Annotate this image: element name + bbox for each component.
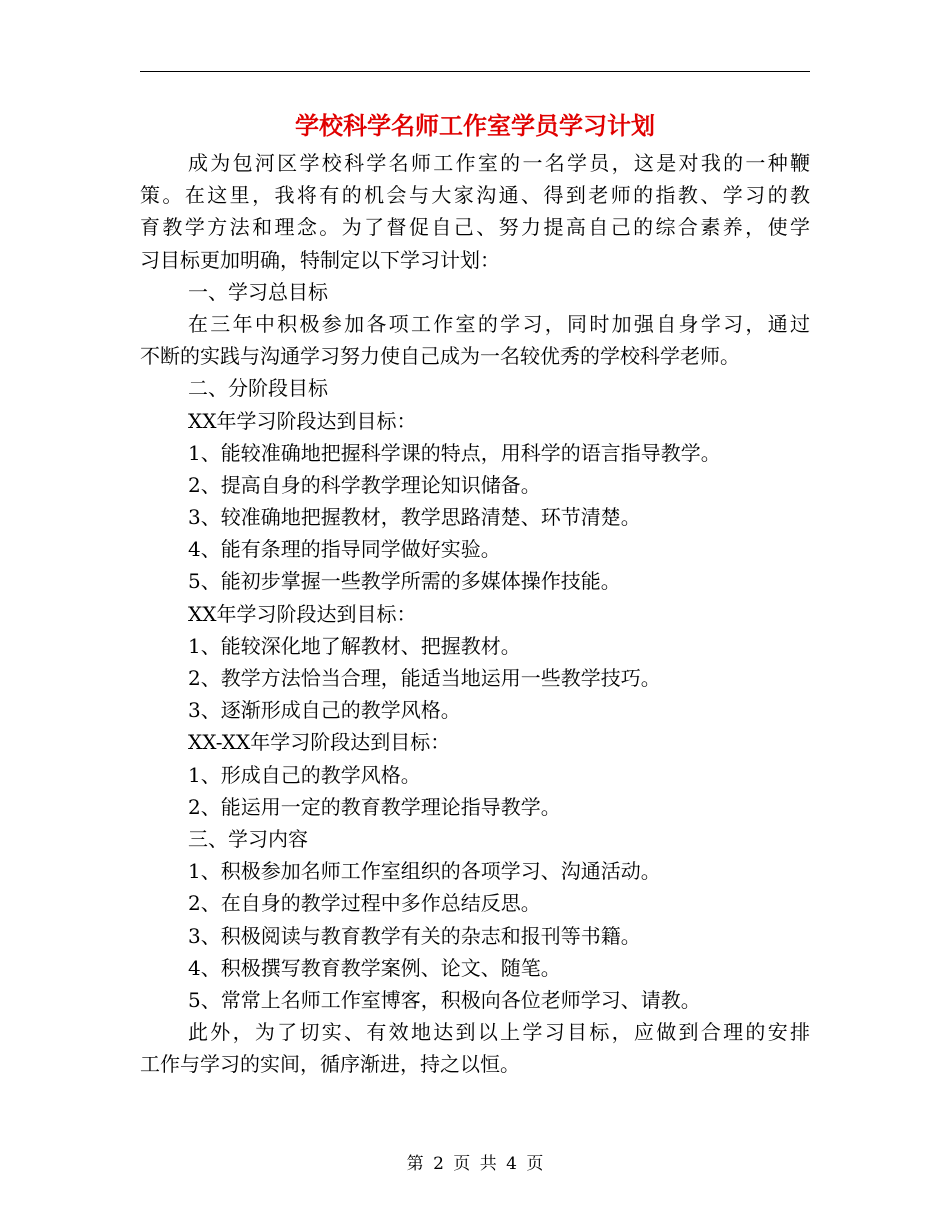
list-item: 2、教学方法恰当合理，能适当地运用一些教学技巧。 [188,666,661,690]
list-item: 2、在自身的教学过程中多作总结反思。 [188,891,541,916]
closing-line: 工作与学习的实间，循序渐进，持之以恒。 [140,1052,520,1077]
header-rule [140,71,810,72]
list-item: 2、提高自身的科学教学理论知识储备。 [188,472,541,497]
intro-line: 习目标更加明确，特制定以下学习计划： [140,247,500,272]
section-heading: 三、学习内容 [188,826,308,851]
paragraph-line: 在三年中积极参加各项工作室的学习，同时加强自身学习，通过 [188,311,810,336]
paragraph-line: 不断的实践与沟通学习努力使自己成为一名较优秀的学校科学老师。 [140,344,740,369]
list-item: 5、常常上名师工作室博客，积极向各位老师学习、请教。 [188,987,701,1012]
list-item: 4、积极撰写教育教学案例、论文、随笔。 [188,955,561,980]
page-number: 第 2 页 共 4 页 [406,1154,544,1174]
list-item: 1、能较准确地把握科学课的特点，用科学的语言指导教学。 [188,440,721,465]
list-item: 1、能较深化地了解教材、把握教材。 [188,633,521,658]
document-body [140,147,810,1080]
list-item: 1、形成自己的教学风格。 [188,762,421,787]
intro-line: 策。在这里，我将有的机会与大家沟通、得到老师的指教、学习的教 [140,183,810,208]
list-item: 3、积极阅读与教育教学有关的杂志和报刊等书籍。 [188,923,641,948]
stage-heading: XX年学习阶段达到目标： [188,408,417,433]
stage-heading: XX-XX年学习阶段达到目标： [188,730,451,755]
section-heading: 二、分阶段目标 [188,376,328,401]
list-item: 3、较准确地把握教材，教学思路清楚、环节清楚。 [188,505,641,530]
closing-line: 此外，为了切实、有效地达到以上学习目标，应做到合理的安排 [188,1020,810,1045]
list-item: 1、积极参加名师工作室组织的各项学习、沟通活动。 [188,859,661,884]
stage-heading: XX年学习阶段达到目标： [188,601,417,626]
list-item: 3、逐渐形成自己的教学风格。 [188,698,461,723]
intro-line: 育教学方法和理念。为了督促自己、努力提高自己的综合素养，使学 [140,215,810,240]
list-item: 2、能运用一定的教育教学理论指导教学。 [188,794,561,819]
document-title: 学校科学名师工作室学员学习计划 [295,111,655,140]
list-item: 4、能有条理的指导同学做好实验。 [188,537,501,562]
list-item: 5、能初步掌握一些教学所需的多媒体操作技能。 [188,569,621,594]
section-heading: 一、学习总目标 [188,279,328,304]
intro-line: 成为包河区学校科学名师工作室的一名学员，这是对我的一种鞭 [188,151,810,175]
